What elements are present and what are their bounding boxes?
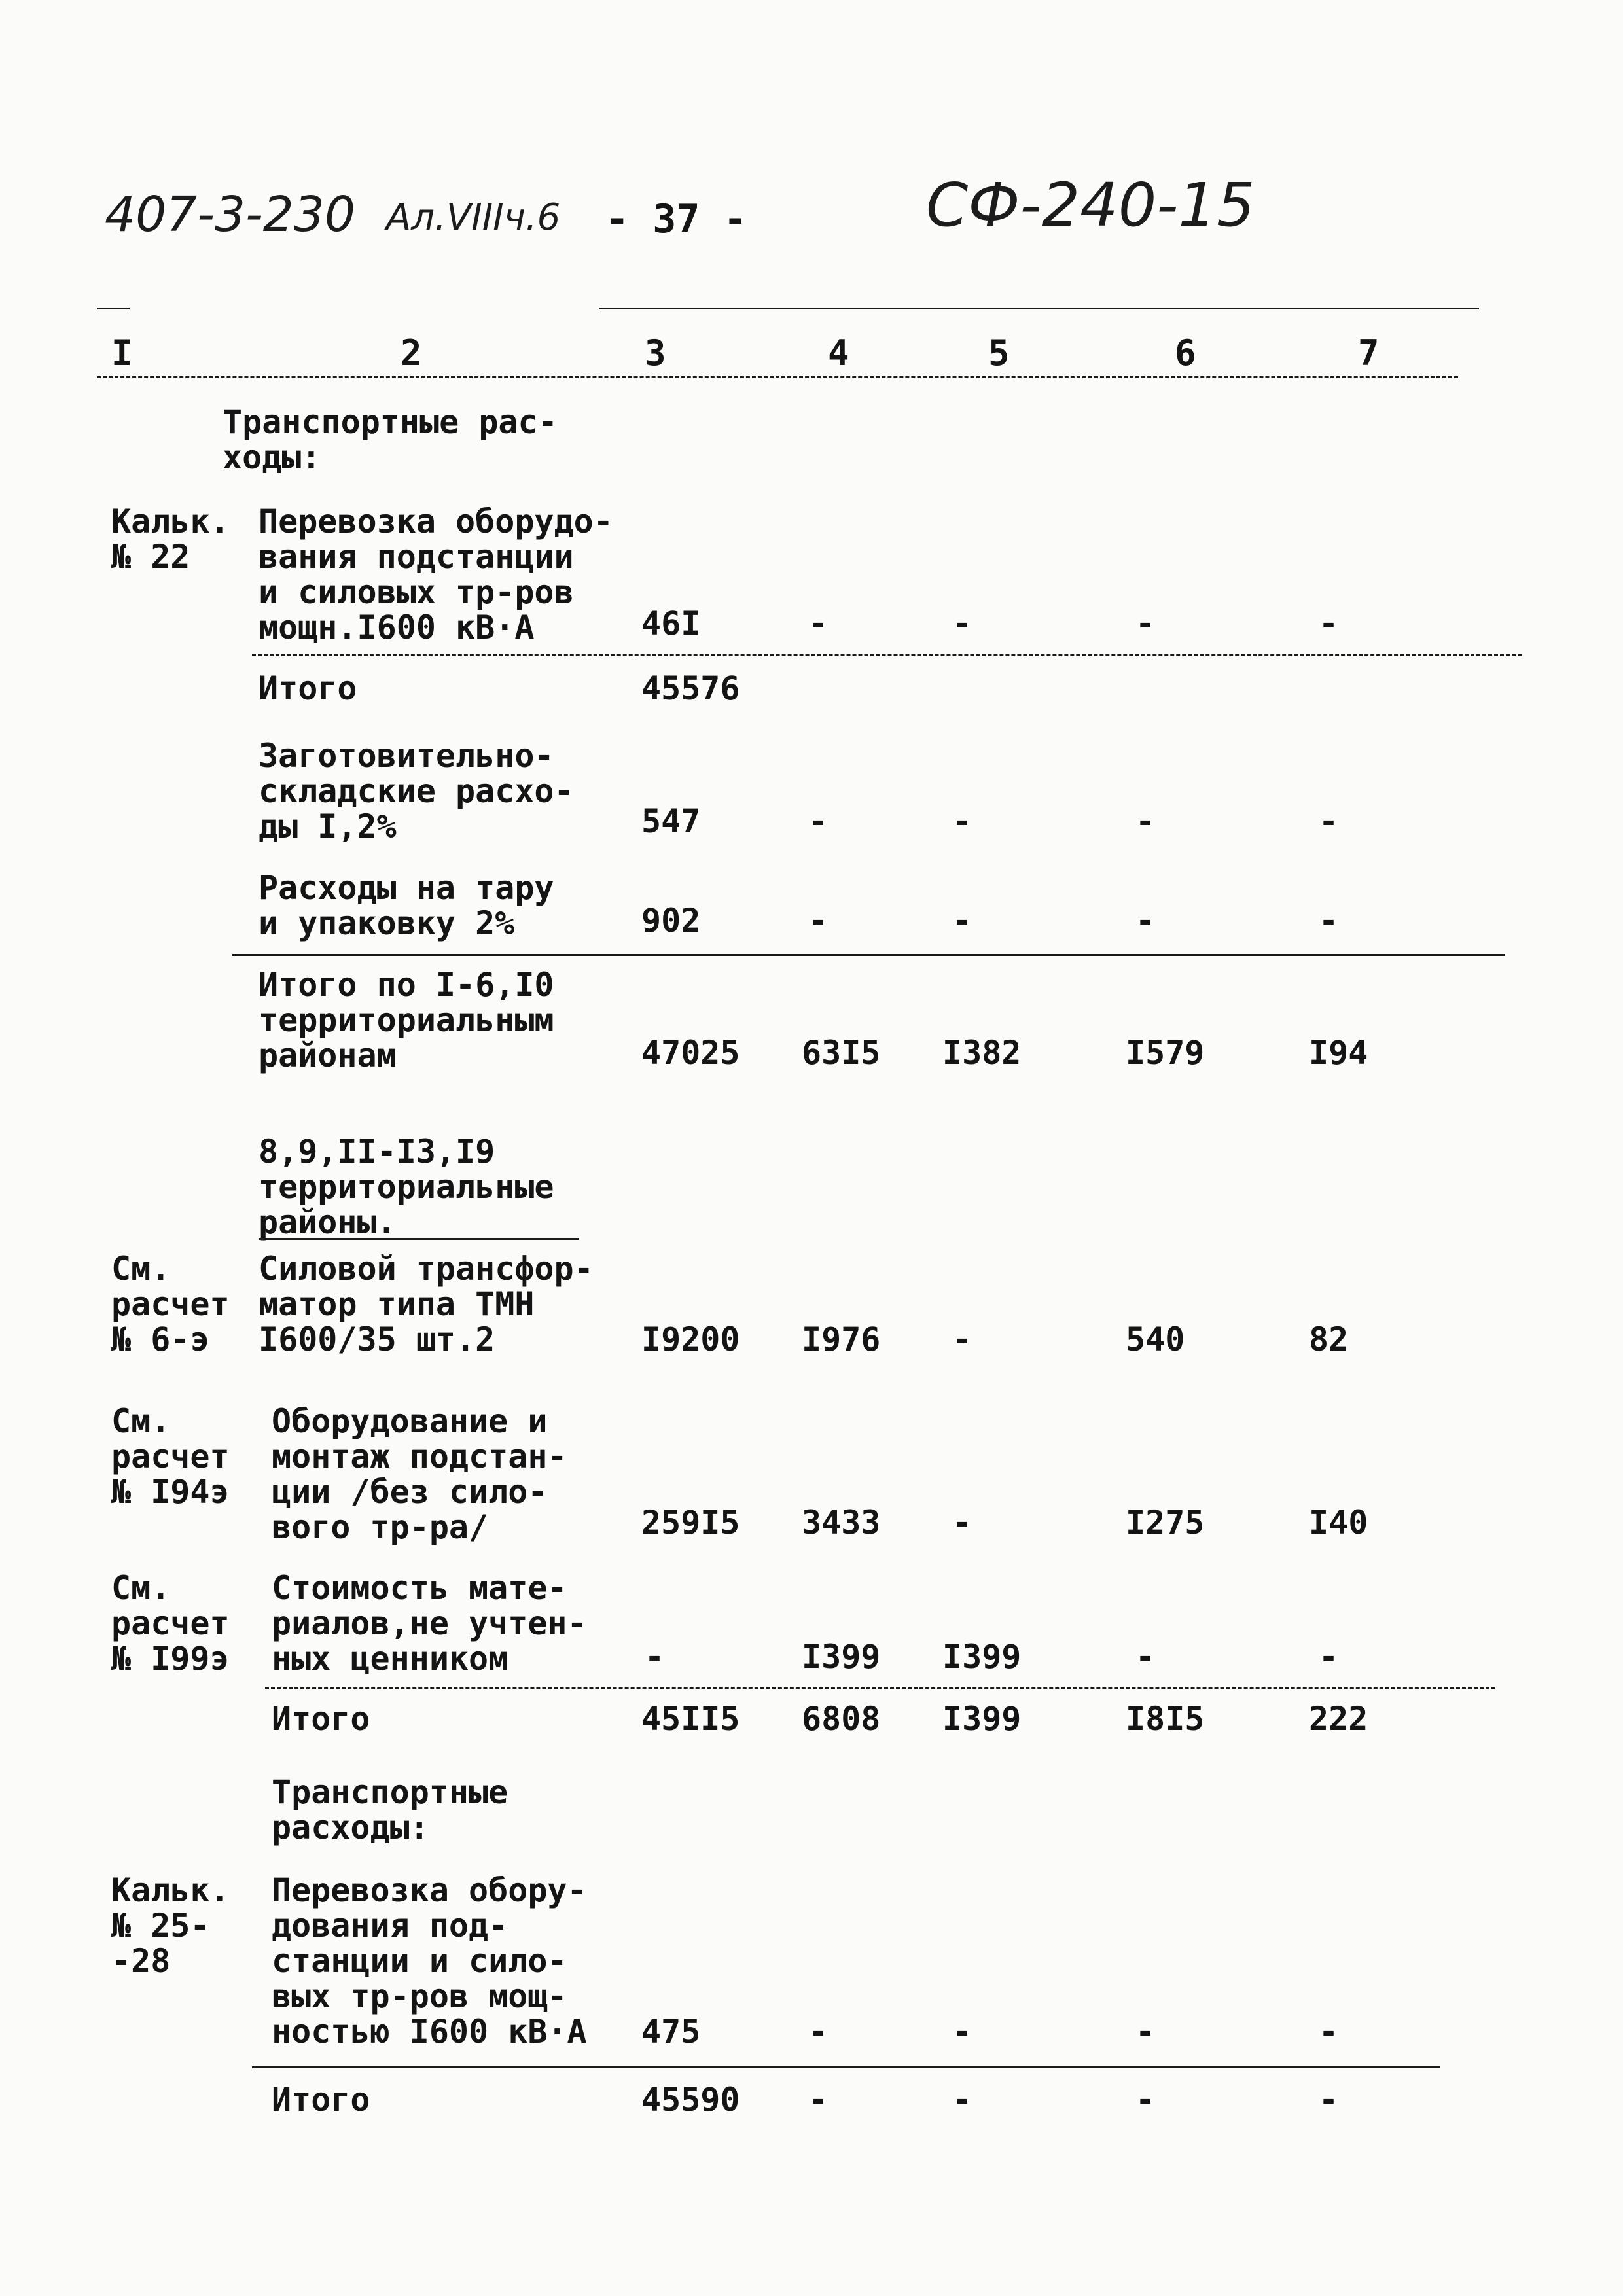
column-header-5: 5 [988,332,1010,374]
table-cell: 63I5 [802,1034,881,1072]
table-cell: - [808,902,829,940]
table-cell: I399 [802,1638,881,1676]
table-cell: - [952,2081,972,2119]
table-cell: - [952,1504,972,1542]
table-cell: 6808 [802,1700,881,1738]
table-cell: - [952,1320,972,1358]
table-cell: I976 [802,1320,881,1358]
column-header-6: 6 [1175,332,1196,374]
page-number: - 37 - [605,196,747,242]
table-cell: 3433 [802,1504,881,1542]
table-cell: 45II5 [641,1700,740,1738]
table-cell: I275 [1126,1504,1205,1542]
header-rule-left [97,308,130,309]
table-cell: - [1135,802,1156,840]
table-cell: I8I5 [1126,1700,1205,1738]
table-row-desc: Итого [272,2081,370,2119]
sheet-code: СФ-240-15 [926,170,1255,240]
table-cell: - [808,2013,829,2051]
column-header-3: 3 [645,332,666,374]
table-cell: - [1319,2013,1339,2051]
table-row-desc: Итого [272,1700,370,1738]
table-cell: 222 [1309,1700,1368,1738]
table-row-desc: Транспортные рас- ходы: [223,403,558,476]
table-cell: 259I5 [641,1504,740,1542]
table-cell: - [1319,902,1339,940]
table-row-desc: Итого по I-6,I0 территориальным районам [259,966,554,1074]
table-row-desc: 8,9,II-I3,I9 территориальные районы. [259,1133,554,1241]
table-cell: I382 [942,1034,1022,1072]
table-row-desc: Перевозка обору- дования под- станции и сило- вых тр-ров мощ- ностью I600 кВ·А [272,1871,587,2051]
table-row-desc: Оборудование и монтаж подстан- ции /без сило- вого тр-ра/ [272,1402,567,1546]
table-cell: 46I [641,605,701,643]
row-divider [265,1687,1495,1689]
table-cell: 540 [1126,1320,1185,1358]
table-cell: - [808,802,829,840]
table-row-desc: Заготовительно- складские расхо- ды I,2% [259,737,574,845]
table-row-desc: Силовой трансфор- матор типа ТМН I600/35 шт.2 [259,1250,594,1358]
table-row-ref: Кальк. № 22 [111,503,230,576]
table-cell: - [1319,802,1339,840]
table-cell: - [952,605,972,643]
row-divider [232,954,1505,956]
row-divider [252,2066,1440,2068]
table-cell: - [1135,2081,1156,2119]
table-row-ref: Кальк. № 25- -28 [111,1871,230,1980]
table-cell: 82 [1309,1320,1349,1358]
table-cell: - [1135,902,1156,940]
table-cell: 902 [641,902,701,940]
table-row-desc: Перевозка оборудо- вания подстанции и силовых тр-ров мощн.I600 кВ·А [259,503,613,646]
table-cell: - [1135,1638,1156,1676]
table-row-ref: См. расчет № I94э [111,1402,230,1511]
table-cell: - [645,1638,665,1676]
table-cell: - [1135,605,1156,643]
table-cell: 47025 [641,1034,740,1072]
table-cell: I579 [1126,1034,1205,1072]
column-header-1: I [111,332,133,374]
table-row-desc: Транспортные расходы: [272,1773,508,1846]
row-divider [252,654,1522,656]
table-cell: 45590 [641,2081,740,2119]
table-cell: 475 [641,2013,701,2051]
table-cell: - [1319,1638,1339,1676]
column-header-7: 7 [1358,332,1380,374]
table-row-desc: Стоимость мате- риалов,не учтен- ных ценником [272,1569,587,1678]
table-row-ref: См. расчет № I99э [111,1569,230,1678]
table-cell: I399 [942,1638,1022,1676]
table-cell: 45576 [641,669,740,707]
table-cell: - [1319,605,1339,643]
table-cell: - [1135,2013,1156,2051]
table-row-ref: См. расчет № 6-э [111,1250,230,1358]
table-cell: I9200 [641,1320,740,1358]
document-code: 407-3-230 [105,186,355,243]
table-cell: - [952,2013,972,2051]
table-cell: - [952,902,972,940]
table-cell: 547 [641,802,701,840]
section-underline [259,1238,579,1240]
album-reference: Ал.VIIIч.6 [386,196,561,239]
table-cell: - [808,2081,829,2119]
table-cell: - [1319,2081,1339,2119]
table-cell: I40 [1309,1504,1368,1542]
column-header-2: 2 [401,332,422,374]
table-cell: I94 [1309,1034,1368,1072]
header-rule-top [599,308,1479,309]
header-rule-bottom [97,376,1458,378]
column-header-4: 4 [828,332,849,374]
table-cell: - [808,605,829,643]
table-row-desc: Расходы на тару и упаковку 2% [259,869,554,942]
table-row-desc: Итого [259,669,357,707]
table-cell: I399 [942,1700,1022,1738]
table-cell: - [952,802,972,840]
